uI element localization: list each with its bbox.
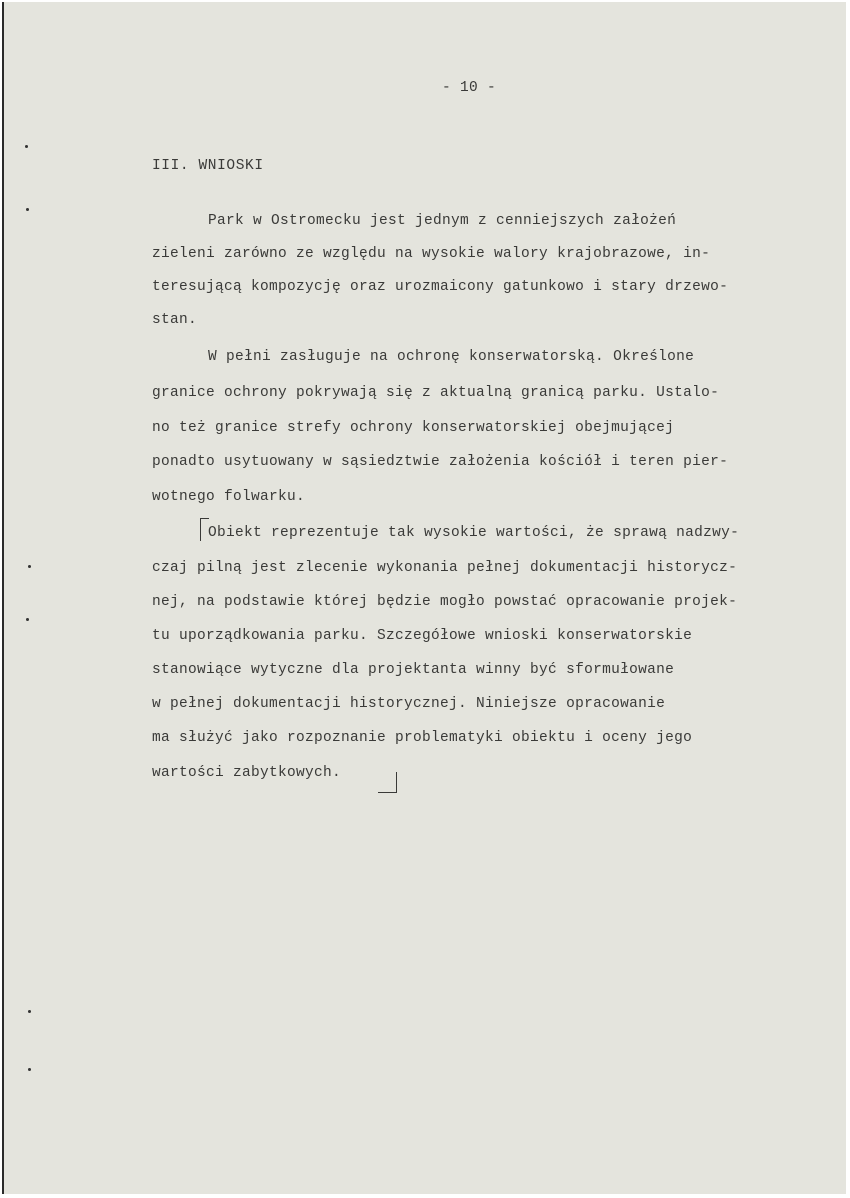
- margin-speck: [28, 1068, 31, 1071]
- close-bracket-mark: [378, 772, 397, 793]
- page-number: - 10 -: [442, 80, 497, 96]
- margin-speck: [25, 145, 28, 148]
- section-heading: III. WNIOSKI: [152, 158, 264, 174]
- paragraph-line: ma służyć jako rozpoznanie problematyki obiektu i oceny jego: [152, 730, 693, 746]
- paragraph-line: Park w Ostromecku jest jednym z cenniejszych założeń: [208, 213, 677, 229]
- paragraph-line: W pełni zasługuje na ochronę konserwatorską. Określone: [208, 349, 695, 365]
- margin-speck: [26, 208, 29, 211]
- paragraph-line: ponadto usytuowany w sąsiedztwie założenia kościół i teren pier-: [152, 454, 729, 470]
- margin-speck: [28, 565, 31, 568]
- paragraph-line: teresującą kompozycję oraz urozmaicony gatunkowo i stary drzewo-: [152, 279, 729, 295]
- margin-speck: [28, 1010, 31, 1013]
- paragraph-line: tu uporządkowania parku. Szczegółowe wnioski konserwatorskie: [152, 628, 693, 644]
- margin-speck: [26, 618, 29, 621]
- paragraph-line: wotnego folwarku.: [152, 489, 306, 505]
- paragraph-line: wartości zabytkowych.: [152, 765, 342, 781]
- paragraph-line: stanowiące wytyczne dla projektanta winny być sformułowane: [152, 662, 675, 678]
- paragraph-line: granice ochrony pokrywają się z aktualną granicą parku. Ustalo-: [152, 385, 720, 401]
- document-page: [2, 2, 846, 1194]
- paragraph-line: w pełnej dokumentacji historycznej. Niniejsze opracowanie: [152, 696, 666, 712]
- paragraph-line: czaj pilną jest zlecenie wykonania pełnej dokumentacji historycz-: [152, 560, 738, 576]
- paragraph-line: nej, na podstawie której będzie mogło powstać opracowanie projek-: [152, 594, 738, 610]
- paragraph-line: stan.: [152, 312, 198, 328]
- paragraph-line: zieleni zarówno ze względu na wysokie walory krajobrazowe, in-: [152, 246, 711, 262]
- paragraph-line: no też granice strefy ochrony konserwatorskiej obejmującej: [152, 420, 675, 436]
- paragraph-line: Obiekt reprezentuje tak wysokie wartości, że sprawą nadzwy-: [208, 525, 740, 541]
